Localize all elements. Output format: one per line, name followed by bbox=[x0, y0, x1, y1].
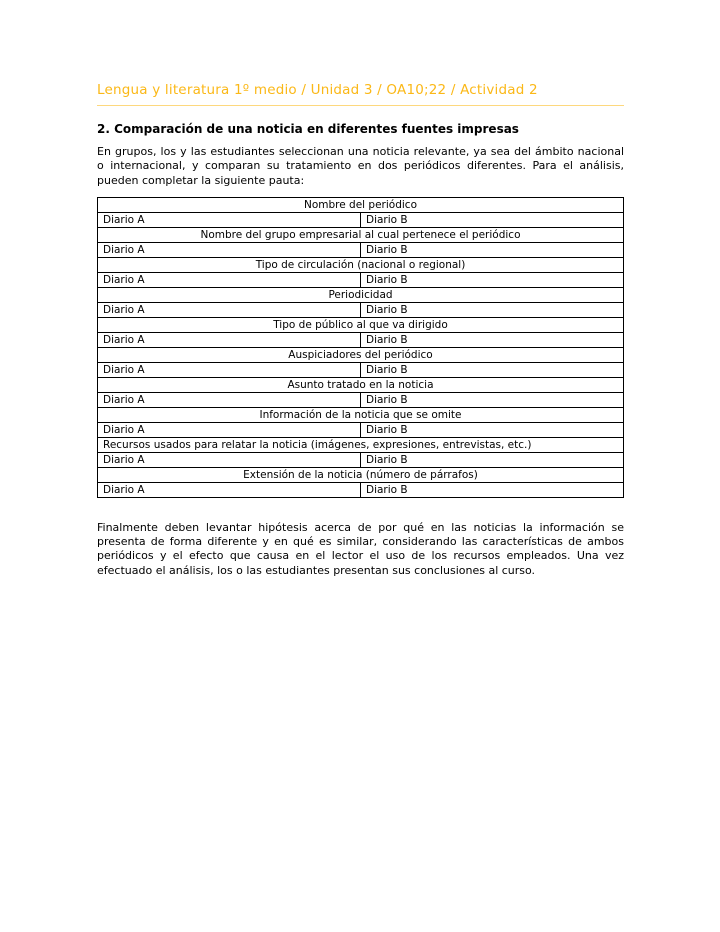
intro-paragraph: En grupos, los y las estudiantes seleccionan una noticia relevante, ya sea del ámbito nacional o internacional, y comparan su tratamiento en dos periódicos diferentes. Para el análisis, pueden completar la siguiente pauta: bbox=[97, 145, 624, 187]
table-row bbox=[98, 482, 624, 497]
diario-a-cell: Diario A bbox=[98, 362, 361, 377]
diario-a-cell: Diario A bbox=[98, 212, 361, 227]
table-section-header: Asunto tratado en la noticia bbox=[98, 377, 624, 392]
comparison-table-body bbox=[98, 197, 624, 497]
table-row bbox=[98, 242, 624, 257]
table-row bbox=[98, 392, 624, 407]
table-row bbox=[98, 362, 624, 377]
table-row bbox=[98, 302, 624, 317]
table-section-header: Recursos usados para relatar la noticia (imágenes, expresiones, entrevistas, etc.) bbox=[98, 437, 624, 452]
table-row bbox=[98, 332, 624, 347]
table-section-header: Información de la noticia que se omite bbox=[98, 407, 624, 422]
diario-a-cell: Diario A bbox=[98, 332, 361, 347]
diario-b-cell: Diario B bbox=[361, 332, 624, 347]
diario-b-cell: Diario B bbox=[361, 242, 624, 257]
diario-a-cell: Diario A bbox=[98, 272, 361, 287]
diario-b-cell: Diario B bbox=[361, 392, 624, 407]
diario-b-cell: Diario B bbox=[361, 362, 624, 377]
table-section-header: Tipo de público al que va dirigido bbox=[98, 317, 624, 332]
diario-b-cell: Diario B bbox=[361, 452, 624, 467]
table-row bbox=[98, 452, 624, 467]
breadcrumb: Lengua y literatura 1º medio / Unidad 3 / OA10;22 / Actividad 2 bbox=[97, 82, 624, 106]
table-section-header-row bbox=[98, 197, 624, 212]
table-section-header-row bbox=[98, 347, 624, 362]
diario-a-cell: Diario A bbox=[98, 302, 361, 317]
table-section-header: Extensión de la noticia (número de párrafos) bbox=[98, 467, 624, 482]
diario-a-cell: Diario A bbox=[98, 422, 361, 437]
table-section-header: Periodicidad bbox=[98, 287, 624, 302]
diario-a-cell: Diario A bbox=[98, 392, 361, 407]
diario-a-cell: Diario A bbox=[98, 452, 361, 467]
table-section-header-row bbox=[98, 287, 624, 302]
diario-b-cell: Diario B bbox=[361, 212, 624, 227]
closing-paragraph: Finalmente deben levantar hipótesis acerca de por qué en las noticias la información se presenta de forma diferente y en qué es similar, considerando las características de ambos periódicos y el efecto que causa en el lector el uso de los recursos empleados. Una vez efectuado el análisis, los o las estudiantes presentan sus conclusiones al curso. bbox=[97, 520, 624, 577]
activity-heading: 2. Comparación de una noticia en diferentes fuentes impresas bbox=[97, 122, 519, 136]
table-row bbox=[98, 422, 624, 437]
diario-b-cell: Diario B bbox=[361, 272, 624, 287]
diario-b-cell: Diario B bbox=[361, 422, 624, 437]
table-section-header-row bbox=[98, 407, 624, 422]
table-section-header: Auspiciadores del periódico bbox=[98, 347, 624, 362]
table-section-header-row bbox=[98, 377, 624, 392]
diario-a-cell: Diario A bbox=[98, 482, 361, 497]
table-section-header: Tipo de circulación (nacional o regional) bbox=[98, 257, 624, 272]
table-section-header-row bbox=[98, 227, 624, 242]
diario-b-cell: Diario B bbox=[361, 302, 624, 317]
table-section-header-row bbox=[98, 257, 624, 272]
table-row bbox=[98, 272, 624, 287]
diario-a-cell: Diario A bbox=[98, 242, 361, 257]
comparison-table bbox=[97, 197, 624, 498]
diario-b-cell: Diario B bbox=[361, 482, 624, 497]
document-page bbox=[97, 0, 624, 578]
table-section-header-row bbox=[98, 437, 624, 452]
table-section-header-row bbox=[98, 317, 624, 332]
table-row bbox=[98, 212, 624, 227]
table-section-header: Nombre del grupo empresarial al cual pertenece el periódico bbox=[98, 227, 624, 242]
table-section-header-row bbox=[98, 467, 624, 482]
table-section-header: Nombre del periódico bbox=[98, 197, 624, 212]
